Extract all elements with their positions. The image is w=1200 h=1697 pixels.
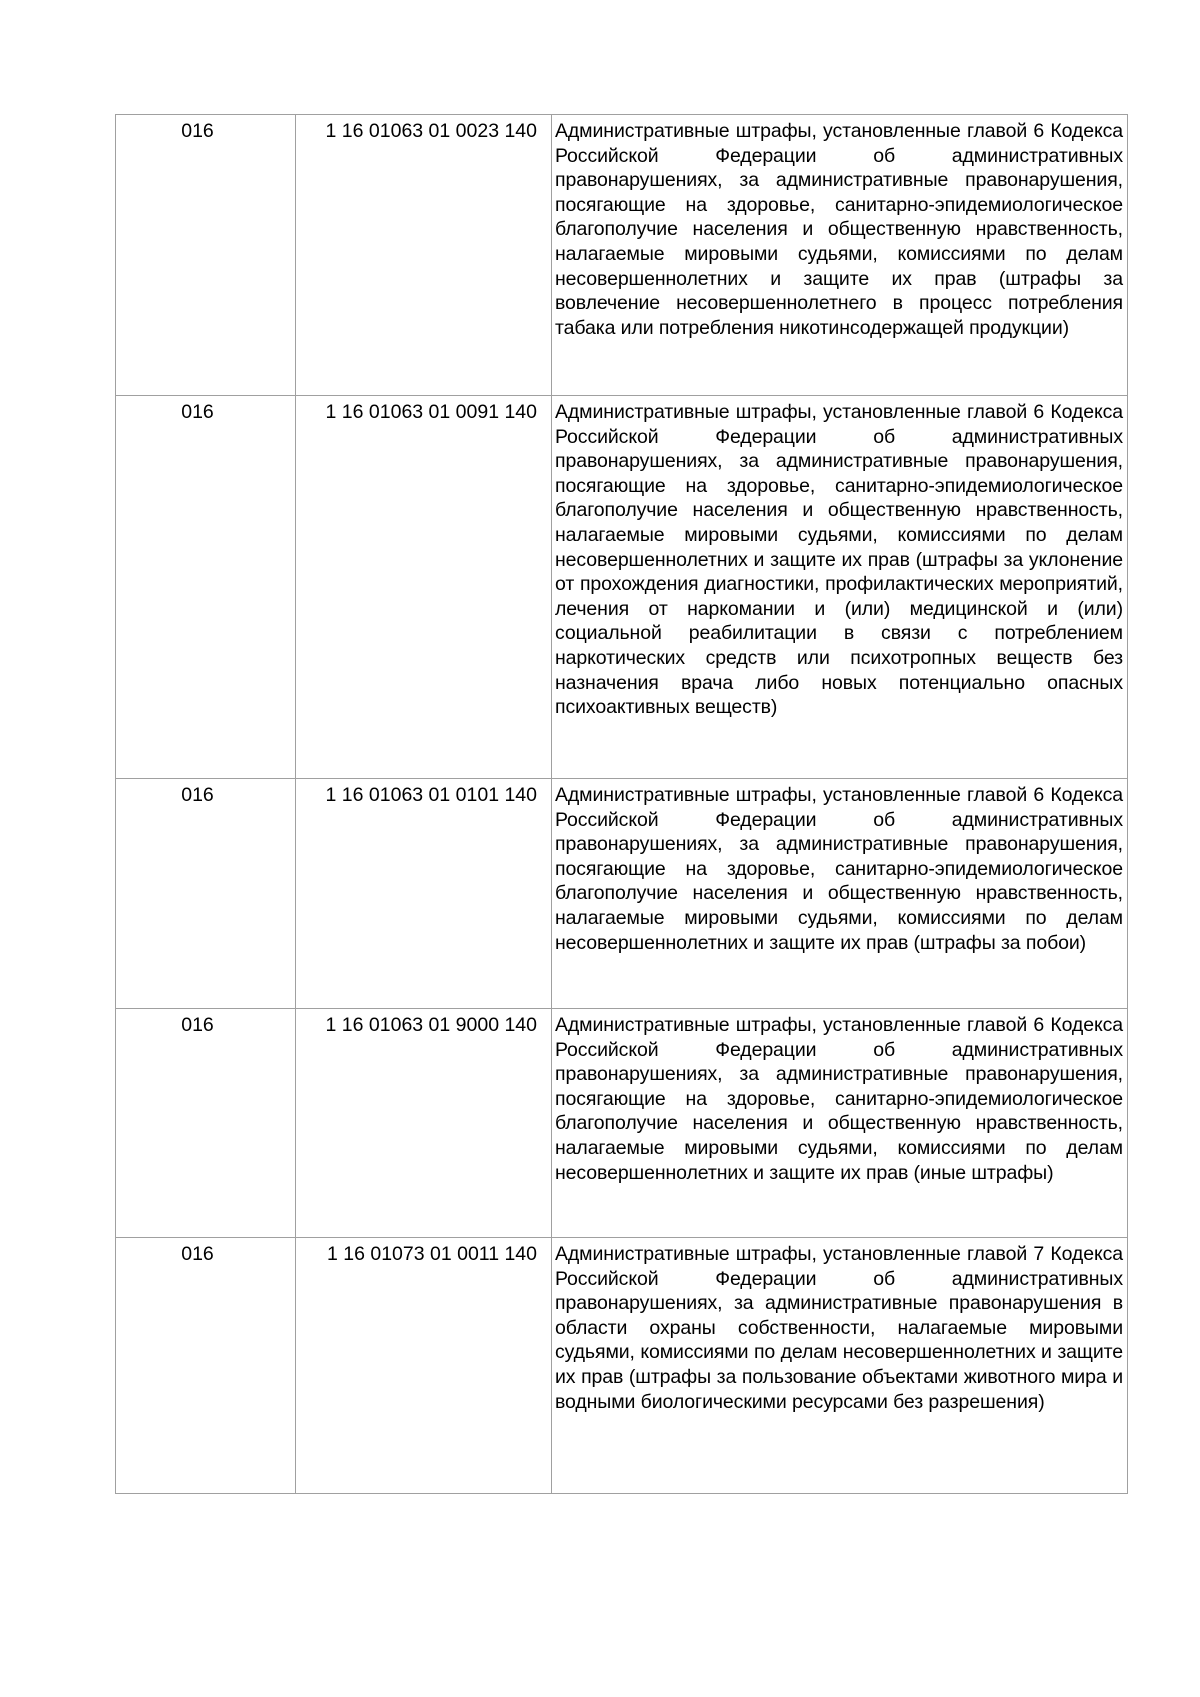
kbk-code-cell: 1 16 01063 01 9000 140 (296, 1009, 552, 1238)
kbk-code-cell: 1 16 01063 01 0101 140 (296, 779, 552, 1009)
kbk-code-cell: 1 16 01063 01 0091 140 (296, 396, 552, 779)
table-row (116, 1238, 1128, 1494)
kbk-code-cell: 1 16 01073 01 0011 140 (296, 1238, 552, 1494)
admin-code-cell: 016 (116, 779, 296, 1009)
description-cell: Административные штрафы, установленные главой 6 Кодекса Российской Федерации об административных правонарушениях, за административные правонарушения, посягающие на здоровье, санитарно-эпидемиологическое благополучие населения и общественную нравственность, налагаемые мировыми судьями, комиссиями по делам несовершеннолетних и защите их прав (штрафы за вовлечение несовершеннолетнего в процесс потребления табака или потребления никотинсодержащей продукции) (552, 115, 1128, 396)
table-row (116, 1009, 1128, 1238)
description-cell: Административные штрафы, установленные главой 6 Кодекса Российской Федерации об административных правонарушениях, за административные правонарушения, посягающие на здоровье, санитарно-эпидемиологическое благополучие населения и общественную нравственность, налагаемые мировыми судьями, комиссиями по делам несовершеннолетних и защите их прав (штрафы за побои) (552, 779, 1128, 1009)
table-row (116, 115, 1128, 396)
admin-code-cell: 016 (116, 1238, 296, 1494)
table-row (116, 396, 1128, 779)
admin-code-cell: 016 (116, 396, 296, 779)
fines-code-table (115, 114, 1128, 1494)
admin-code-cell: 016 (116, 1009, 296, 1238)
admin-code-cell: 016 (116, 115, 296, 396)
kbk-code-cell: 1 16 01063 01 0023 140 (296, 115, 552, 396)
description-cell: Административные штрафы, установленные главой 6 Кодекса Российской Федерации об административных правонарушениях, за административные правонарушения, посягающие на здоровье, санитарно-эпидемиологическое благополучие населения и общественную нравственность, налагаемые мировыми судьями, комиссиями по делам несовершеннолетних и защите их прав (иные штрафы) (552, 1009, 1128, 1238)
description-cell: Административные штрафы, установленные главой 7 Кодекса Российской Федерации об административных правонарушениях, за административные правонарушения в области охраны собственности, налагаемые мировыми судьями, комиссиями по делам несовершеннолетних и защите их прав (штрафы за пользование объектами животного мира и водными биологическими ресурсами без разрешения) (552, 1238, 1128, 1494)
table-row (116, 779, 1128, 1009)
description-cell: Административные штрафы, установленные главой 6 Кодекса Российской Федерации об административных правонарушениях, за административные правонарушения, посягающие на здоровье, санитарно-эпидемиологическое благополучие населения и общественную нравственность, налагаемые мировыми судьями, комиссиями по делам несовершеннолетних и защите их прав (штрафы за уклонение от прохождения диагностики, профилактических мероприятий, лечения от наркомании и (или) медицинской и (или) социальной реабилитации в связи с потреблением наркотических средств или психотропных веществ без назначения врача либо новых потенциально опасных психоактивных веществ) (552, 396, 1128, 779)
